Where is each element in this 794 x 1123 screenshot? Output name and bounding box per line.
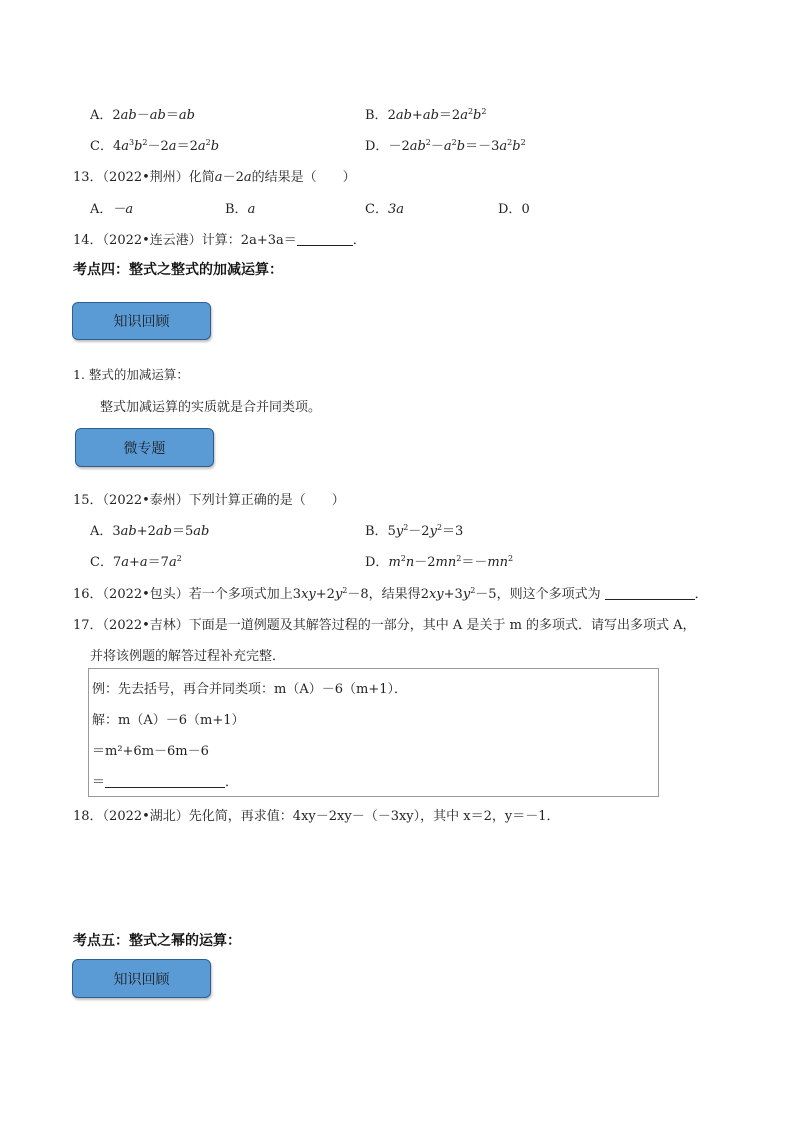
q17-line1: 17．（2022•吉林）下面是一道例题及其解答过程的一部分，其中 A 是关于 m 的多项式．请写出多项式 A， xyxy=(73,618,696,633)
option-label: A． xyxy=(90,108,113,123)
option-label: C． xyxy=(90,139,113,154)
example-line-1: 例：先去括号，再合并同类项：m（A）－6（m+1）． xyxy=(92,682,407,697)
q18-stem: 18．（2022•湖北）先化简，再求值：4xy－2xy－（－3xy），其中 x＝2，y＝－1． xyxy=(73,809,560,824)
example-line-3: ＝m²+6m－6m－6 xyxy=(92,744,209,759)
q17-line2: 并将该例题的解答过程补充完整． xyxy=(90,649,286,664)
q12-option-a xyxy=(90,104,195,123)
section5-title: 考点五：整式之幂的运算： xyxy=(73,933,241,949)
q15-stem: 15．（2022•泰州）下列计算正确的是（ ） xyxy=(73,493,345,508)
q12-option-b xyxy=(365,104,486,123)
q15-option-c xyxy=(90,551,182,570)
q13-stem xyxy=(73,166,356,185)
q16-expr-2: $2xy+3y^2-5$ xyxy=(420,586,497,602)
example-line-4 xyxy=(92,771,238,790)
answer-blank[interactable] xyxy=(105,775,225,788)
q13-option-b xyxy=(225,198,255,217)
q12-option-a-expr: 2ab－ab＝ab xyxy=(112,108,195,123)
option-label: B． xyxy=(365,108,388,123)
knowledge-review-button[interactable]: 知识回顾 xyxy=(72,302,211,340)
point-title: 1. 整式的加减运算： xyxy=(73,367,189,382)
option-label: D． xyxy=(498,202,522,217)
q14-end: ． xyxy=(352,233,366,248)
q13-option-c xyxy=(365,198,404,217)
q15-option-d xyxy=(365,551,513,570)
example-line-2: 解：m（A）－6（m+1） xyxy=(92,713,245,728)
q16-stem xyxy=(73,583,708,602)
equals-sign: ＝ xyxy=(92,775,106,790)
q13-stem-suffix: 的结果是（ ） xyxy=(251,170,356,185)
q13-expr: a－2a xyxy=(214,170,252,185)
q14-stem-text: 14．（2022•连云港）计算：2a+3a＝ xyxy=(73,233,297,248)
answer-blank[interactable] xyxy=(297,233,353,246)
option-value: a xyxy=(247,202,256,217)
q12-option-c-expr: $4a^3b^2-2a=2a^2b$ xyxy=(112,138,220,154)
q15-option-a-expr: 3ab+2ab＝5ab xyxy=(112,524,210,539)
q16-end: ． xyxy=(694,587,708,602)
q13-stem-prefix: 13．（2022•荆州）化简 xyxy=(73,170,215,185)
q12-option-d-expr: $-2ab^2-a^2b=-3a^2b^2$ xyxy=(388,138,526,154)
q16-expr-1: $3xy+2y^2-8$ xyxy=(292,586,369,602)
option-value: 3a xyxy=(387,202,404,217)
option-label: C． xyxy=(365,202,388,217)
line-end: ． xyxy=(225,775,239,790)
knowledge-review-button-2[interactable]: 知识回顾 xyxy=(72,959,211,998)
option-label: A． xyxy=(90,524,113,539)
option-label: C． xyxy=(90,555,113,570)
point-text: 整式加减运算的实质就是合并同类项。 xyxy=(100,400,322,415)
q15-option-b xyxy=(365,520,463,539)
q16-stem-mid: ，结果得 xyxy=(368,587,421,602)
section4-title: 考点四：整式之整式的加减运算： xyxy=(73,262,283,278)
q13-option-d xyxy=(498,198,530,217)
option-label: D． xyxy=(365,555,389,570)
q12-option-b-expr: $2ab+ab=2a^2b^2$ xyxy=(387,107,487,123)
micro-topic-button[interactable]: 微专题 xyxy=(75,428,214,467)
q16-stem-start: 16．（2022•包头）若一个多项式加上 xyxy=(73,587,293,602)
q12-option-c xyxy=(90,135,219,154)
q14-stem xyxy=(73,229,366,248)
q15-option-a xyxy=(90,520,209,539)
q15-option-c-expr: $7a+a=7a^2$ xyxy=(112,554,182,570)
option-value: －a xyxy=(112,202,134,217)
answer-blank[interactable] xyxy=(605,587,695,600)
q12-option-d xyxy=(365,135,526,154)
q13-option-a xyxy=(90,198,133,217)
q15-option-d-expr: $m^2n-2mn^2=-mn^2$ xyxy=(388,554,514,570)
q15-option-b-expr: $5y^2-2y^2=3$ xyxy=(387,523,464,539)
option-label: B． xyxy=(225,202,248,217)
option-label: A． xyxy=(90,202,113,217)
option-label: D． xyxy=(365,139,389,154)
option-label: B． xyxy=(365,524,388,539)
option-value: 0 xyxy=(521,202,530,217)
q16-stem-end: ，则这个多项式为 xyxy=(496,587,601,602)
